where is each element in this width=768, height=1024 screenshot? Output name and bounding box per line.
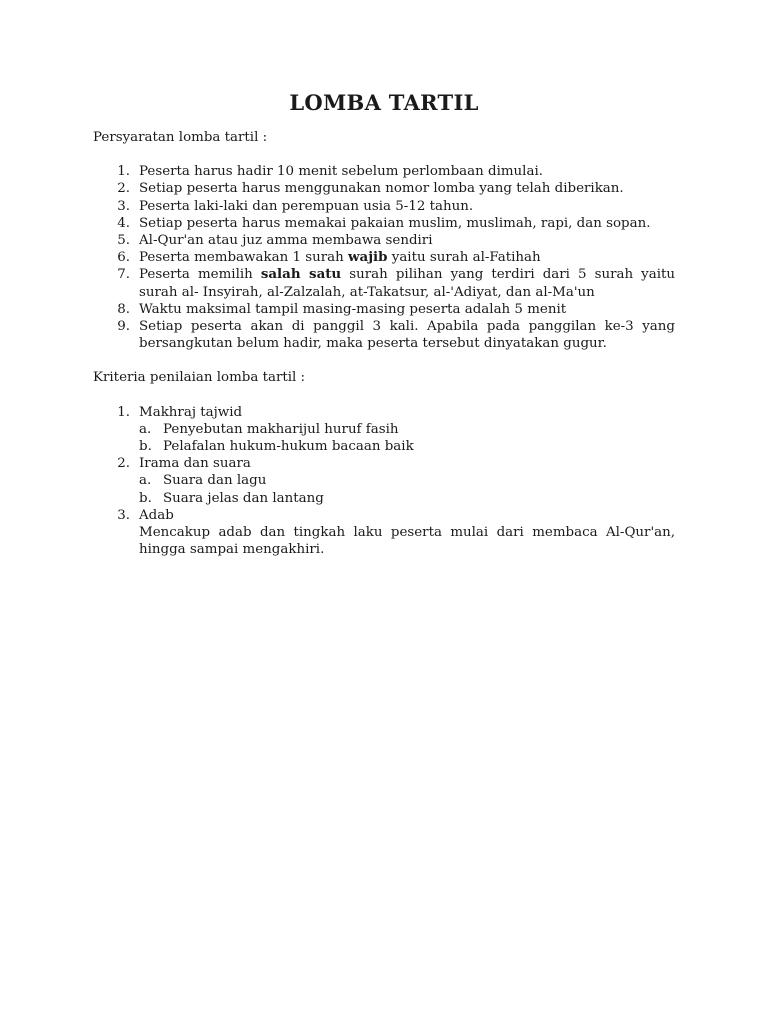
- criteria-sublist: [139, 421, 675, 455]
- requirement-item: 8. Waktu maksimal tampil masing-masing peserta adalah 5 menit: [117, 301, 567, 317]
- requirement-item: 5. Al-Qur'an atau juz amma membawa sendiri: [117, 233, 433, 249]
- document-title: LOMBA TARTIL: [289, 90, 479, 115]
- emphasis-salah-satu: salah satu: [260, 266, 342, 283]
- requirement-item: 9. Setiap peserta akan di panggil 3 kali. Apabila pada panggilan ke-3 yang bersangkutan belum hadir, maka peserta tersebut dinyatakan gugur.: [117, 319, 675, 352]
- criteria-item: 3. Adab Mencakup adab dan tingkah laku peserta mulai dari membaca Al-Qur'an, hingga sampai mengakhiri.: [117, 507, 675, 558]
- criteria-subitem: b. Pelafalan hukum-hukum bacaan baik: [139, 439, 414, 455]
- requirement-item: 1. Peserta harus hadir 10 menit sebelum perlombaan dimulai.: [117, 164, 543, 180]
- requirement-item: 3. Peserta laki-laki dan perempuan usia 5-12 tahun.: [117, 198, 474, 214]
- requirements-heading: Persyaratan lomba tartil :: [93, 130, 268, 145]
- criteria-list: [93, 404, 675, 559]
- requirement-item: 2. Setiap peserta harus menggunakan nomor lomba yang telah diberikan.: [117, 181, 624, 197]
- criteria-sublist: [139, 472, 675, 506]
- criteria-subitem: a. Penyebutan makharijul huruf fasih: [139, 421, 399, 437]
- requirement-item: 7. Peserta memilih salah satu surah pilihan yang terdiri dari 5 surah yaitu surah al- Insyirah, al-Zalzalah, at-Takatsur, al-'Adiyat, dan al-Ma'un: [117, 266, 676, 300]
- emphasis-wajib: wajib: [348, 249, 388, 266]
- requirement-item: 4. Setiap peserta harus memakai pakaian muslim, muslimah, rapi, dan sopan.: [117, 215, 651, 231]
- criteria-subitem: a. Suara dan lagu: [139, 473, 267, 489]
- requirement-item: 6. Peserta membawakan 1 surah wajib yaitu surah al-Fatihah: [117, 249, 541, 266]
- requirements-list: [93, 163, 675, 352]
- document-body: [93, 129, 675, 558]
- criteria-heading: Kriteria penilaian lomba tartil :: [93, 370, 306, 386]
- criteria-subitem: b. Suara jelas dan lantang: [139, 490, 324, 506]
- criteria-description: Mencakup adab dan tingkah laku peserta mulai dari membaca Al-Qur'an, hingga sampai mengakhiri.: [139, 525, 675, 558]
- criteria-item: 2. Irama dan suara a. Suara dan lagu b. Suara jelas dan lantang: [93, 455, 675, 507]
- criteria-item: 1. Makhraj tajwid a. Penyebutan makharijul huruf fasih b. Pelafalan hukum-hukum bacaan baik: [93, 404, 675, 456]
